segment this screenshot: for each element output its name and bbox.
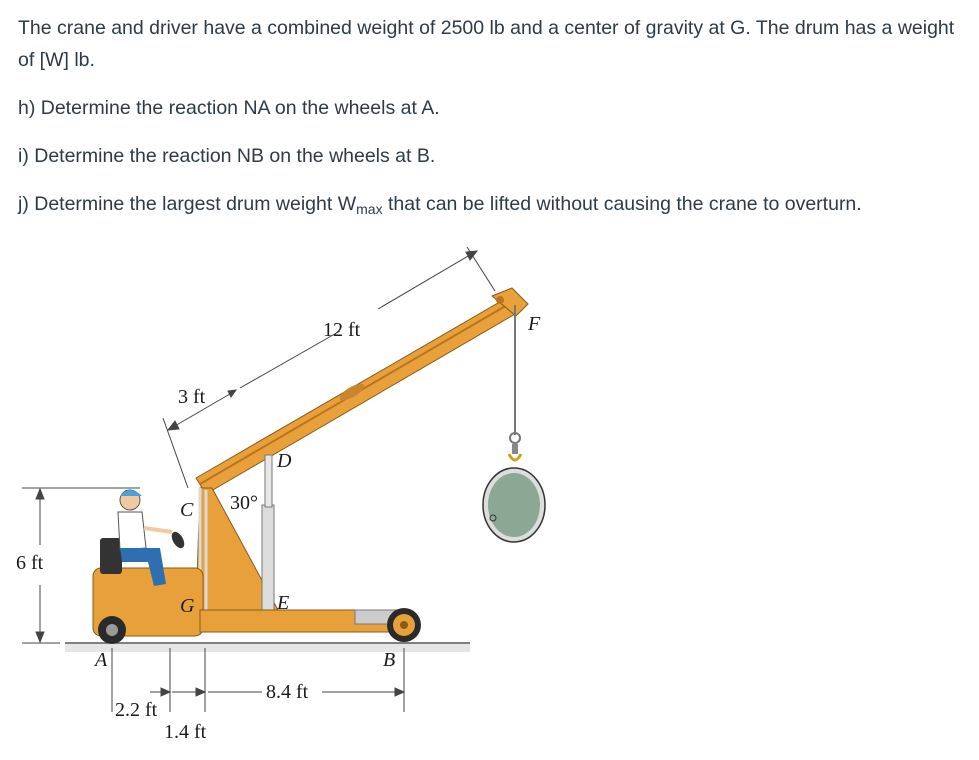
point-c-label: C — [180, 499, 194, 521]
part-i-question: i) Determine the reaction NB on the wheels at B. — [18, 145, 436, 167]
point-g-label: G — [180, 595, 195, 617]
part-h-question: h) Determine the reaction NA on the wheels at A. — [18, 97, 440, 119]
part-j-text: j) Determine the largest drum weight W — [18, 193, 357, 215]
drum — [483, 468, 545, 542]
ground — [65, 643, 470, 652]
point-a-label: A — [95, 649, 108, 671]
problem-intro: The crane and driver have a combined weight of 2500 lb and a center of gravity at G. The drum has a weight of [W] lb. — [18, 17, 955, 71]
part-j-subscript: max — [356, 201, 383, 217]
point-b-label: B — [383, 649, 396, 671]
height-label: 6 ft — [16, 552, 44, 574]
part-j-question — [18, 188, 862, 220]
point-e-label: E — [277, 592, 290, 614]
point-f-label: F — [528, 313, 541, 335]
dist-ab-1-label: 2.2 ft — [115, 699, 158, 721]
crane-figure — [0, 240, 979, 760]
dist-ab-2-label: 1.4 ft — [164, 721, 207, 743]
hook — [509, 433, 521, 460]
point-d-label: D — [277, 450, 292, 472]
dist-ab-3-label: 8.4 ft — [266, 681, 309, 703]
boom-length-label: 12 ft — [323, 319, 361, 341]
angle-label: 30° — [230, 492, 258, 514]
boom-offset-label: 3 ft — [178, 386, 206, 408]
boom-dimensions — [163, 247, 495, 488]
part-j-text-end: that can be lifted without causing the crane to overturn. — [382, 193, 862, 215]
boom — [196, 288, 528, 494]
